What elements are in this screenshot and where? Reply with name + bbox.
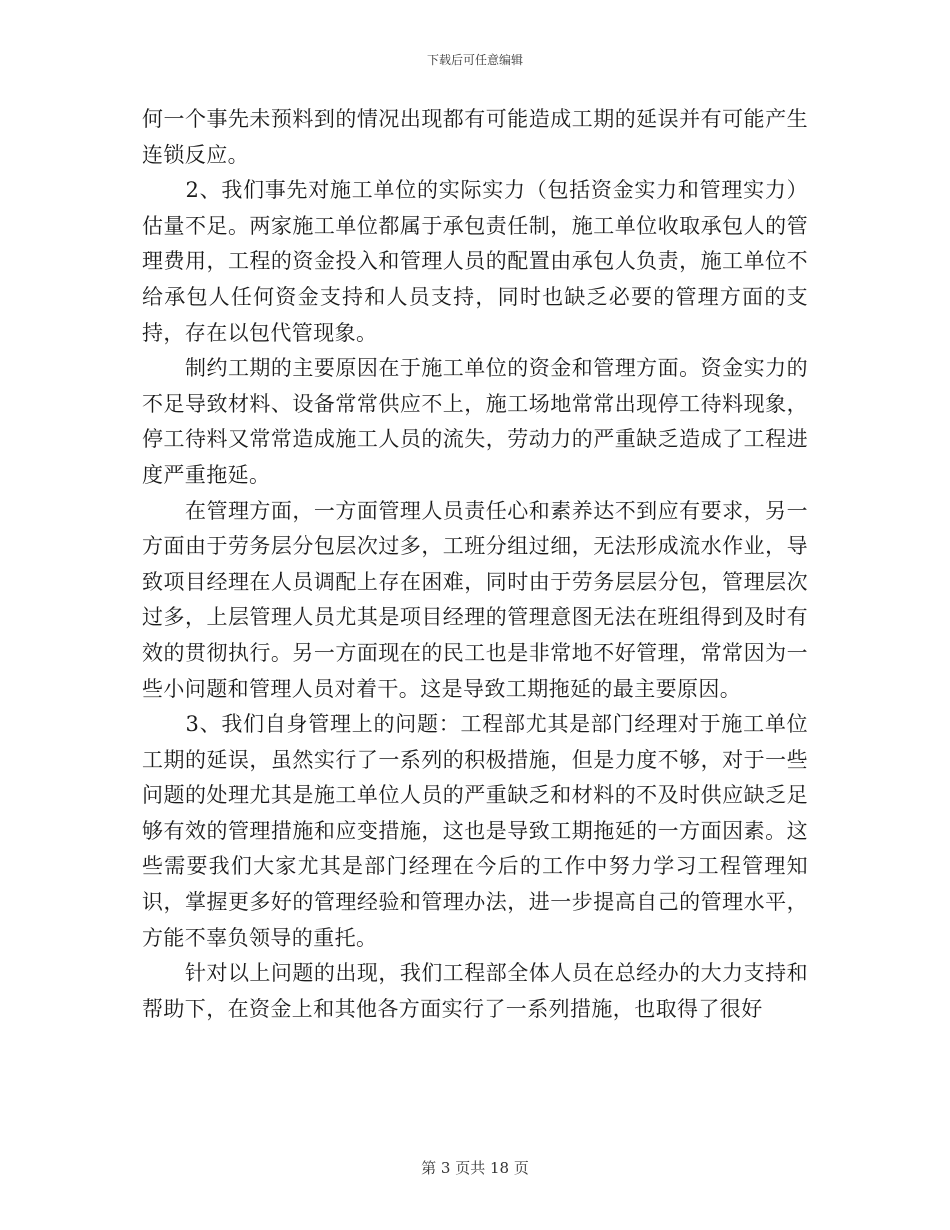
paragraph-continuation: 何一个事先未预料到的情况出现都有可能造成工期的延误并有可能产生连锁反应。 — [142, 107, 808, 167]
paragraph-management: 在管理方面，一方面管理人员责任心和素养达不到应有要求，另一方面由于劳务层分包层次过多，工班分组过细，无法形成流水作业，导致项目经理在人员调配上存在困难，同时由于劳务层层分包，管理层次过多，上层管理人员尤其是项目经理的管理意图无法在班组得到及时有效的贯彻执行。另一方面现在的民工也是非常地不好管理，常常因为一些小问题和管理人员对着干。这是导致工期拖延的最主要原因。 — [142, 498, 808, 701]
paragraph-measures: 针对以上问题的出现，我们工程部全体人员在总经办的大力支持和帮助下，在资金上和其他各方面实行了一系列措施，也取得了很好 — [142, 961, 808, 1021]
paragraph-point-2: 2、我们事先对施工单位的实际实力（包括资金实力和管理实力）估量不足。两家施工单位都属于承包责任制，施工单位收取承包人的管理费用，工程的资金投入和管理人员的配置由承包人负责，施工单位不给承包人任何资金支持和人员支持，同时也缺乏必要的管理方面的支持，存在以包代管现象。 — [142, 178, 808, 345]
paragraph-point-3: 3、我们自身管理上的问题：工程部尤其是部门经理对于施工单位工期的延误，虽然实行了一系列的积极措施，但是力度不够，对于一些问题的处理尤其是施工单位人员的严重缺乏和材料的不及时供应缺乏足够有效的管理措施和应变措施，这也是导致工期拖延的一方面因素。这些需要我们大家尤其是部门经理在今后的工作中努力学习工程管理知识，掌握更多好的管理经验和管理办法，进一步提高自己的管理水平，方能不辜负领导的重托。 — [142, 712, 808, 950]
paragraph-constraints: 制约工期的主要原因在于施工单位的资金和管理方面。资金实力的不足导致材料、设备常常供应不上，施工场地常常出现停工待料现象，停工待料又常常造成施工人员的流失，劳动力的严重缺乏造成了工程进度严重拖延。 — [142, 356, 808, 487]
page-header: 下载后可任意编辑 — [426, 53, 523, 67]
document-body — [142, 102, 808, 1027]
page-footer: 第 3 页共 18 页 — [421, 1159, 529, 1177]
